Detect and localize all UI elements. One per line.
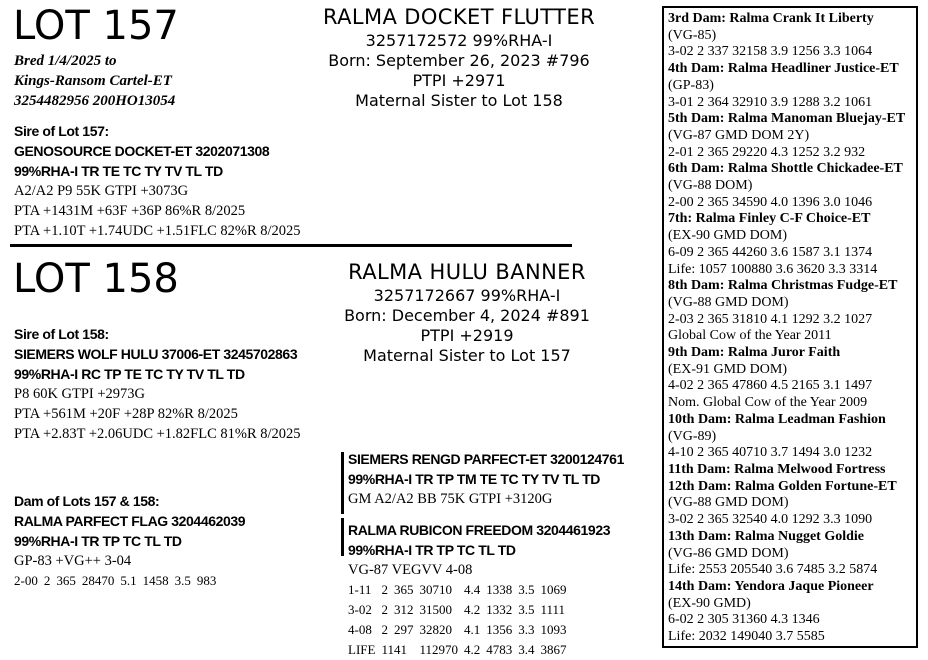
dam-heading: Dam of Lots 157 & 158:: [14, 493, 160, 509]
dam-block: [14, 491, 245, 591]
sire-158-block: [14, 324, 301, 444]
table-row: [348, 600, 572, 620]
lot-158-animal: [308, 258, 626, 366]
dam-line-detail: 4-10 2 365 40710 3.7 1494 3.0 1232: [668, 445, 873, 461]
record-cell: 2: [381, 622, 388, 637]
granddam-name: RALMA RUBICON FREEDOM 3204461923: [348, 522, 611, 538]
table-row: [348, 580, 572, 600]
dam-line-detail: (VG-88 DOM): [668, 178, 753, 194]
sire-157-block: [14, 121, 301, 241]
dam-codes: 99%RHA-I TR TP TC TL TD: [14, 533, 182, 549]
record-cell: 1356: [486, 622, 513, 637]
record-cell: 2: [43, 573, 51, 588]
sire-name: SIEMERS WOLF HULU 37006-ET 3245702863: [14, 346, 298, 362]
dam-line-name: 7th: Ralma Finley C-F Choice-ET: [668, 211, 871, 227]
dam-line-detail: (GP-83): [668, 77, 714, 93]
dam-record: [14, 571, 222, 591]
record-cell: 2-00: [14, 573, 38, 588]
dam-line-name: 6th Dam: Ralma Shottle Chickadee-ET: [668, 161, 903, 177]
dam-line-name: 4th Dam: Ralma Headliner Justice-ET: [668, 61, 899, 77]
animal-born: Born: September 26, 2023 #796: [328, 51, 590, 70]
sire-heading: Sire of Lot 157:: [14, 123, 109, 139]
lot-157-animal: [300, 3, 618, 111]
dam-sire-info: GM A2/A2 BB 75K GTPI +3120G: [348, 491, 553, 507]
record-cell: 3867: [540, 642, 567, 657]
sire-name: GENOSOURCE DOCKET-ET 3202071308: [14, 143, 270, 159]
record-cell: 4783: [486, 642, 513, 657]
dam-line-detail: Global Cow of the Year 2011: [668, 328, 832, 344]
dam-sire-block: [348, 449, 624, 509]
sire-stat: PTA +1.10T +1.74UDC +1.51FLC 82%R 8/2025: [14, 223, 301, 239]
dam-line-name: 12th Dam: Ralma Golden Fortune-ET: [668, 478, 897, 494]
record-cell: 28470: [81, 573, 115, 588]
bred-info: [14, 51, 175, 111]
record-cell: 4.2: [463, 642, 481, 657]
record-cell: 4.1: [463, 622, 481, 637]
record-cell: 3.5: [518, 582, 535, 597]
record-cell: 4.4: [463, 582, 481, 597]
dam-line-detail: (EX-90 GMD): [668, 595, 751, 611]
record-cell: 365: [56, 573, 76, 588]
dam-name: RALMA PARFECT FLAG 3204462039: [14, 513, 246, 529]
dam-line-name: 3rd Dam: Ralma Crank It Liberty: [668, 11, 874, 26]
record-cell: LIFE: [348, 642, 376, 657]
dam-line-name: 11th Dam: Ralma Melwood Fortress: [668, 461, 886, 477]
animal-note: Maternal Sister to Lot 157: [363, 346, 571, 365]
sire-codes: 99%RHA-I TR TE TC TY TV TL TD: [14, 163, 223, 179]
animal-reg: 3257172667 99%RHA-I: [373, 286, 561, 305]
record-cell: 312: [393, 602, 414, 617]
dam-line-detail: Life: 2553 205540 3.6 7485 3.2 5874: [668, 562, 878, 578]
record-cell: 1111: [540, 602, 566, 617]
pedigree-bar-1: [341, 452, 344, 514]
record-cell: 3.5: [518, 602, 535, 617]
sire-stat: A2/A2 P9 55K GTPI +3073G: [14, 183, 189, 199]
dam-line-detail: (VG-87 GMD DOM 2Y): [668, 127, 810, 143]
record-cell: 32820: [419, 622, 452, 637]
granddam-score: VG-87 VEGVV 4-08: [348, 562, 473, 578]
pedigree-bar-2: [341, 518, 344, 556]
record-cell: 1-11: [348, 582, 372, 597]
record-cell: 983: [196, 573, 217, 588]
bred-line: 3254482956 200HO13054: [14, 93, 176, 109]
granddam-block: [348, 520, 610, 660]
table-row: [14, 571, 222, 591]
dam-line-name: 13th Dam: Ralma Nugget Goldie: [668, 528, 864, 544]
animal-name: RALMA DOCKET FLUTTER: [322, 5, 596, 29]
sire-stat: PTA +561M +20F +28P 82%R 8/2025: [14, 406, 238, 422]
record-cell: 112970: [419, 642, 458, 657]
record-cell: 2: [381, 582, 388, 597]
record-cell: 3.4: [518, 642, 535, 657]
dam-line-detail: Life: 2032 149040 3.7 5585: [668, 629, 825, 645]
sire-heading: Sire of Lot 158:: [14, 326, 109, 342]
record-cell: 2: [381, 602, 388, 617]
record-cell: 1458: [142, 573, 169, 588]
dam-line-name: 8th Dam: Ralma Christmas Fudge-ET: [668, 278, 898, 294]
dam-line-list: [668, 11, 905, 646]
record-cell: 1338: [486, 582, 513, 597]
dam-line-name: 9th Dam: Ralma Juror Faith: [668, 345, 841, 361]
dam-score: GP-83 +VG++ 3-04: [14, 553, 132, 569]
lot-157-title: LOT 157: [13, 3, 179, 49]
record-cell: 4-08: [348, 622, 372, 637]
sire-stat: PTA +1431M +63F +36P 86%R 8/2025: [14, 203, 246, 219]
bred-line: Kings-Ransom Cartel-ET: [14, 73, 172, 89]
table-row: [348, 620, 572, 640]
sire-codes: 99%RHA-I RC TP TE TC TY TV TL TD: [14, 366, 245, 382]
dam-line-detail: (VG-89): [668, 428, 717, 444]
animal-reg: 3257172572 99%RHA-I: [365, 31, 553, 50]
record-cell: 1332: [486, 602, 513, 617]
record-cell: 5.1: [120, 573, 137, 588]
dam-line-detail: 4-02 2 365 47860 4.5 2165 3.1 1497: [668, 378, 873, 394]
record-cell: 3.5: [174, 573, 191, 588]
animal-name: RALMA HULU BANNER: [348, 260, 586, 284]
animal-ptpi: PTPI +2971: [412, 71, 506, 90]
record-cell: 4.2: [463, 602, 481, 617]
dam-line-detail: 3-01 2 364 32910 3.9 1288 3.2 1061: [668, 94, 873, 110]
granddam-records: [348, 580, 572, 660]
record-cell: 30710: [419, 582, 452, 597]
dam-line-detail: 2-03 2 365 31810 4.1 1292 3.2 1027: [668, 311, 873, 327]
dam-line-detail: Life: 1057 100880 3.6 3620 3.3 3314: [668, 261, 878, 277]
dam-line-detail: 2-00 2 365 34590 4.0 1396 3.0 1046: [668, 194, 873, 210]
dam-sire-codes: 99%RHA-I TR TP TM TE TC TY TV TL TD: [348, 471, 601, 487]
record-cell: 1141: [381, 642, 407, 657]
lot-158-title: LOT 158: [13, 256, 179, 302]
animal-note: Maternal Sister to Lot 158: [355, 91, 563, 110]
table-row: [348, 640, 572, 660]
granddam-codes: 99%RHA-I TR TP TC TL TD: [348, 542, 516, 558]
record-cell: 31500: [419, 602, 452, 617]
animal-born: Born: December 4, 2024 #891: [344, 306, 590, 325]
dam-line-name: 5th Dam: Ralma Manoman Bluejay-ET: [668, 111, 906, 127]
record-cell: 297: [393, 622, 414, 637]
dam-line-detail: 3-02 2 365 32540 4.0 1292 3.3 1090: [668, 512, 873, 528]
dam-line-detail: (VG-85): [668, 27, 717, 43]
dam-line-detail: 6-02 2 305 31360 4.3 1346: [668, 612, 820, 628]
record-cell: 3.3: [518, 622, 535, 637]
dam-line-detail: (VG-88 GMD DOM): [668, 495, 789, 511]
dam-line-name: 10th Dam: Ralma Leadman Fashion: [668, 411, 886, 427]
dam-line-detail: Nom. Global Cow of the Year 2009: [668, 395, 868, 411]
dam-line-detail: 6-09 2 365 44260 3.6 1587 3.1 1374: [668, 244, 873, 260]
animal-ptpi: PTPI +2919: [420, 326, 514, 345]
record-cell: 1069: [540, 582, 567, 597]
dam-line-detail: 2-01 2 365 29220 4.3 1252 3.2 932: [668, 144, 866, 160]
sire-stat: P8 60K GTPI +2973G: [14, 386, 146, 402]
record-cell: 1093: [540, 622, 567, 637]
dam-line-name: 14th Dam: Yendora Jaque Pioneer: [668, 578, 874, 594]
record-cell: 365: [393, 582, 414, 597]
dam-sire-name: SIEMERS RENGD PARFECT-ET 3200124761: [348, 451, 624, 467]
dam-line-detail: (VG-86 GMD DOM): [668, 545, 789, 561]
dam-line-detail: (EX-90 GMD DOM): [668, 228, 787, 244]
dam-line-detail: (VG-88 GMD DOM): [668, 294, 789, 310]
dam-line-detail: 3-02 2 337 32158 3.9 1256 3.3 1064: [668, 44, 873, 60]
bred-line: Bred 1/4/2025 to: [14, 53, 117, 69]
record-cell: 3-02: [348, 602, 372, 617]
sire-stat: PTA +2.83T +2.06UDC +1.82FLC 81%R 8/2025: [14, 426, 301, 442]
dam-line-detail: (EX-91 GMD DOM): [668, 361, 787, 377]
lot-divider: [10, 244, 572, 247]
